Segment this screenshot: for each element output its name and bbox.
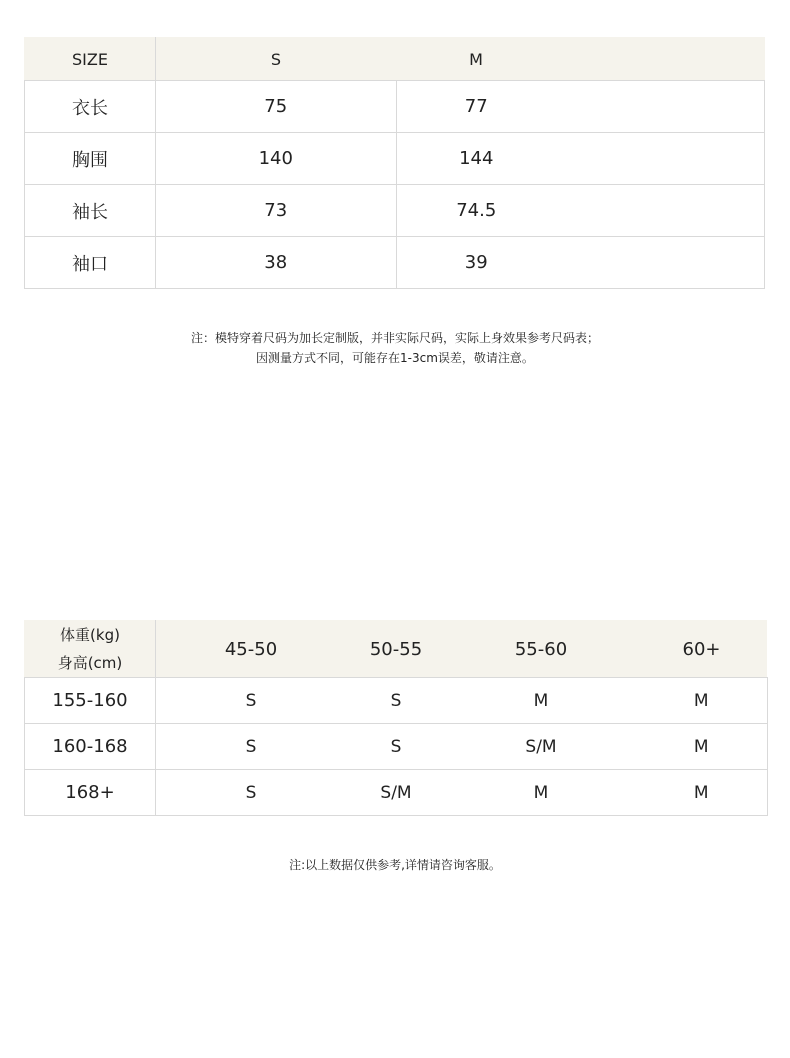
measurement-label: 胸围 [25,133,156,185]
recommended-size: M [446,770,636,816]
size-m-header-cell: M [396,38,556,81]
recommendation-note: 注:以上数据仅供参考,详情请咨询客服。 [289,858,501,872]
size-header-cell: SIZE [25,38,156,81]
recommended-size: M [636,678,767,724]
recommended-size: S/M [446,724,636,770]
size-s-value: 75 [156,81,397,133]
size-chart-header-row [25,38,765,81]
size-note-line-2: 因测量方式不同，可能存在1-3cm误差，敬请注意。 [256,351,534,365]
size-m-value: 77 [396,81,556,133]
weight-axis-label: 体重(kg) [60,626,120,644]
empty-cell [556,81,765,133]
empty-cell [556,185,765,237]
empty-cell [556,237,765,289]
size-s-value: 140 [156,133,397,185]
measurement-label: 袖长 [25,185,156,237]
recommended-size: M [636,770,767,816]
table-row [25,81,765,133]
size-chart-table [24,37,765,289]
recommended-size: S/M [346,770,446,816]
weight-range-header: 55-60 [446,621,636,678]
recommended-size: M [446,678,636,724]
size-s-value: 38 [156,237,397,289]
size-note [0,328,790,368]
recommended-size: M [636,724,767,770]
size-m-value: 144 [396,133,556,185]
table-row [25,770,768,816]
table-row [25,185,765,237]
height-range-label: 155-160 [25,678,156,724]
recommended-size: S [156,678,347,724]
size-s-header-cell: S [156,38,397,81]
measurement-label: 袖口 [25,237,156,289]
size-note-line-1: 注：模特穿着尺码为加长定制版，并非实际尺码，实际上身效果参考尺码表； [190,331,599,345]
table-row [25,133,765,185]
height-axis-label: 身高(cm) [57,654,123,672]
recommended-size: S [346,724,446,770]
table-row [25,678,768,724]
size-recommendation-table [24,620,768,816]
empty-cell [556,133,765,185]
size-s-value: 73 [156,185,397,237]
recommendation-header-row [25,621,768,678]
height-range-label: 168+ [25,770,156,816]
measurement-label: 衣长 [25,81,156,133]
recommended-size: S [156,724,347,770]
weight-range-header: 45-50 [156,621,347,678]
corner-header-cell [25,621,156,678]
weight-range-header: 50-55 [346,621,446,678]
recommended-size: S [156,770,347,816]
table-row [25,724,768,770]
size-m-value: 74.5 [396,185,556,237]
weight-range-header: 60+ [636,621,767,678]
recommended-size: S [346,678,446,724]
height-range-label: 160-168 [25,724,156,770]
size-m-value: 39 [396,237,556,289]
table-row [25,237,765,289]
empty-header-cell [556,38,765,81]
